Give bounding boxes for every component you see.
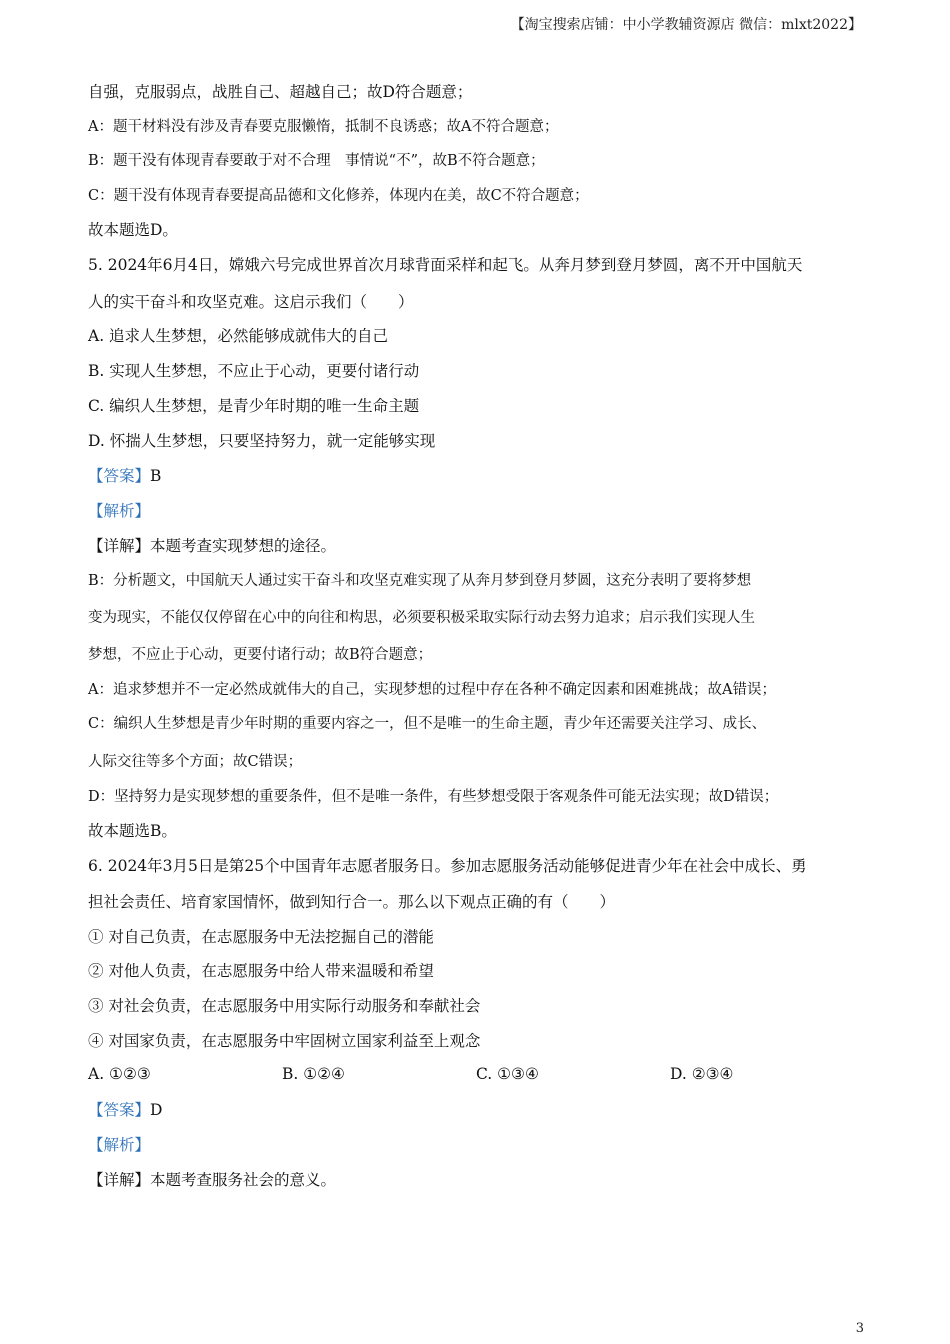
q4-conclusion: 故本题选D。 [88,221,178,239]
q6-stem-line2: 担社会责任、培育家国情怀，做到知行合一。那么以下观点正确的有（ ） [88,893,616,911]
q6-option-d: D. ②③④ [670,1065,734,1083]
q5-explain-line: 梦想，不应止于心动，更要付诸行动；故B符合题意； [88,647,433,663]
q5-option-d: D. 怀揣人生梦想，只要坚持努力，就一定能够实现 [88,432,436,450]
q5-detail: 【详解】本题考查实现梦想的途径。 [88,537,337,555]
q6-answer-value: D [150,1101,163,1119]
q6-option-c: C. ①③④ [476,1065,539,1083]
q6-statement: ③ 对社会负责，在志愿服务中用实际行动服务和奉献社会 [88,997,481,1015]
q6-statement: ④ 对国家负责，在志愿服务中牢固树立国家利益至上观念 [88,1032,481,1050]
q5-explain-line: A：追求梦想并不一定必然成就伟大的自己，实现梦想的过程中存在各种不确定因素和困难挑战；故A错误； [88,682,776,698]
q6-stem-line1: 6. 2024年3月5日是第25个中国青年志愿者服务日。参加志愿服务活动能够促进青少年在社会中成长、勇 [88,857,807,875]
q5-answer-value: B [150,467,162,485]
q5-option-c: C. 编织人生梦想，是青少年时期的唯一生命主题 [88,397,420,415]
q5-explain-line: C：编织人生梦想是青少年时期的重要内容之一，但不是唯一的生命主题，青少年还需要关注学习、成长、 [88,716,767,732]
answer-tag: 【答案】 [88,1101,151,1119]
shop-notice-header: 【淘宝搜索店铺：中小学教辅资源店 微信：mlxt2022】 [510,17,862,33]
q5-explain-line: D：坚持努力是实现梦想的重要条件，但不是唯一条件，有些梦想受限于客观条件可能无法实现；故D错误； [88,789,779,805]
q5-option-a: A. 追求人生梦想，必然能够成就伟大的自己 [88,327,389,345]
q6-option-a: A. ①②③ [88,1065,151,1083]
q5-analysis-tag: 【解析】 [88,502,151,520]
q6-statement: ① 对自己负责，在志愿服务中无法挖掘自己的潜能 [88,928,434,946]
q5-option-b: B. 实现人生梦想，不应止于心动，更要付诸行动 [88,362,420,380]
q4-explain-line: 自强，克服弱点，战胜自己、超越自己；故D符合题意； [88,83,473,101]
q5-explain-line: 变为现实，不能仅仅停留在心中的向往和构思，必须要积极采取实际行动去努力追求；启示我们实现人生 [88,610,755,626]
q6-answer [88,1100,162,1120]
q4-explain-line: A：题干材料没有涉及青春要克服懒惰，抵制不良诱惑；故A不符合题意； [88,119,559,135]
answer-tag: 【答案】 [88,467,151,485]
q5-stem-line2: 人的实干奋斗和攻坚克难。这启示我们（ ） [88,293,414,311]
q4-explain-line: C：题干没有体现青春要提高品德和文化修养，体现内在美，故C不符合题意； [88,188,589,204]
q6-statement: ② 对他人负责，在志愿服务中给人带来温暖和希望 [88,962,434,980]
q5-explain-line: 人际交往等多个方面；故C错误； [88,754,303,770]
page-number: 3 [855,1321,864,1336]
q5-stem-line1: 5. 2024年6月4日，嫦娥六号完成世界首次月球背面采样和起飞。从奔月梦到登月梦圆，离不开中国航天 [88,256,803,274]
q6-option-b: B. ①②④ [282,1065,345,1083]
q6-analysis-tag: 【解析】 [88,1136,151,1154]
q6-detail: 【详解】本题考查服务社会的意义。 [88,1171,337,1189]
q4-explain-line: B：题干没有体现青春要敢于对不合理 事情说“不”，故B不符合题意； [88,153,545,169]
q5-conclusion: 故本题选B。 [88,822,177,840]
q5-answer [88,466,161,486]
q5-explain-line: B：分析题文，中国航天人通过实干奋斗和攻坚克难实现了从奔月梦到登月梦圆，这充分表明了要将梦想 [88,573,752,589]
